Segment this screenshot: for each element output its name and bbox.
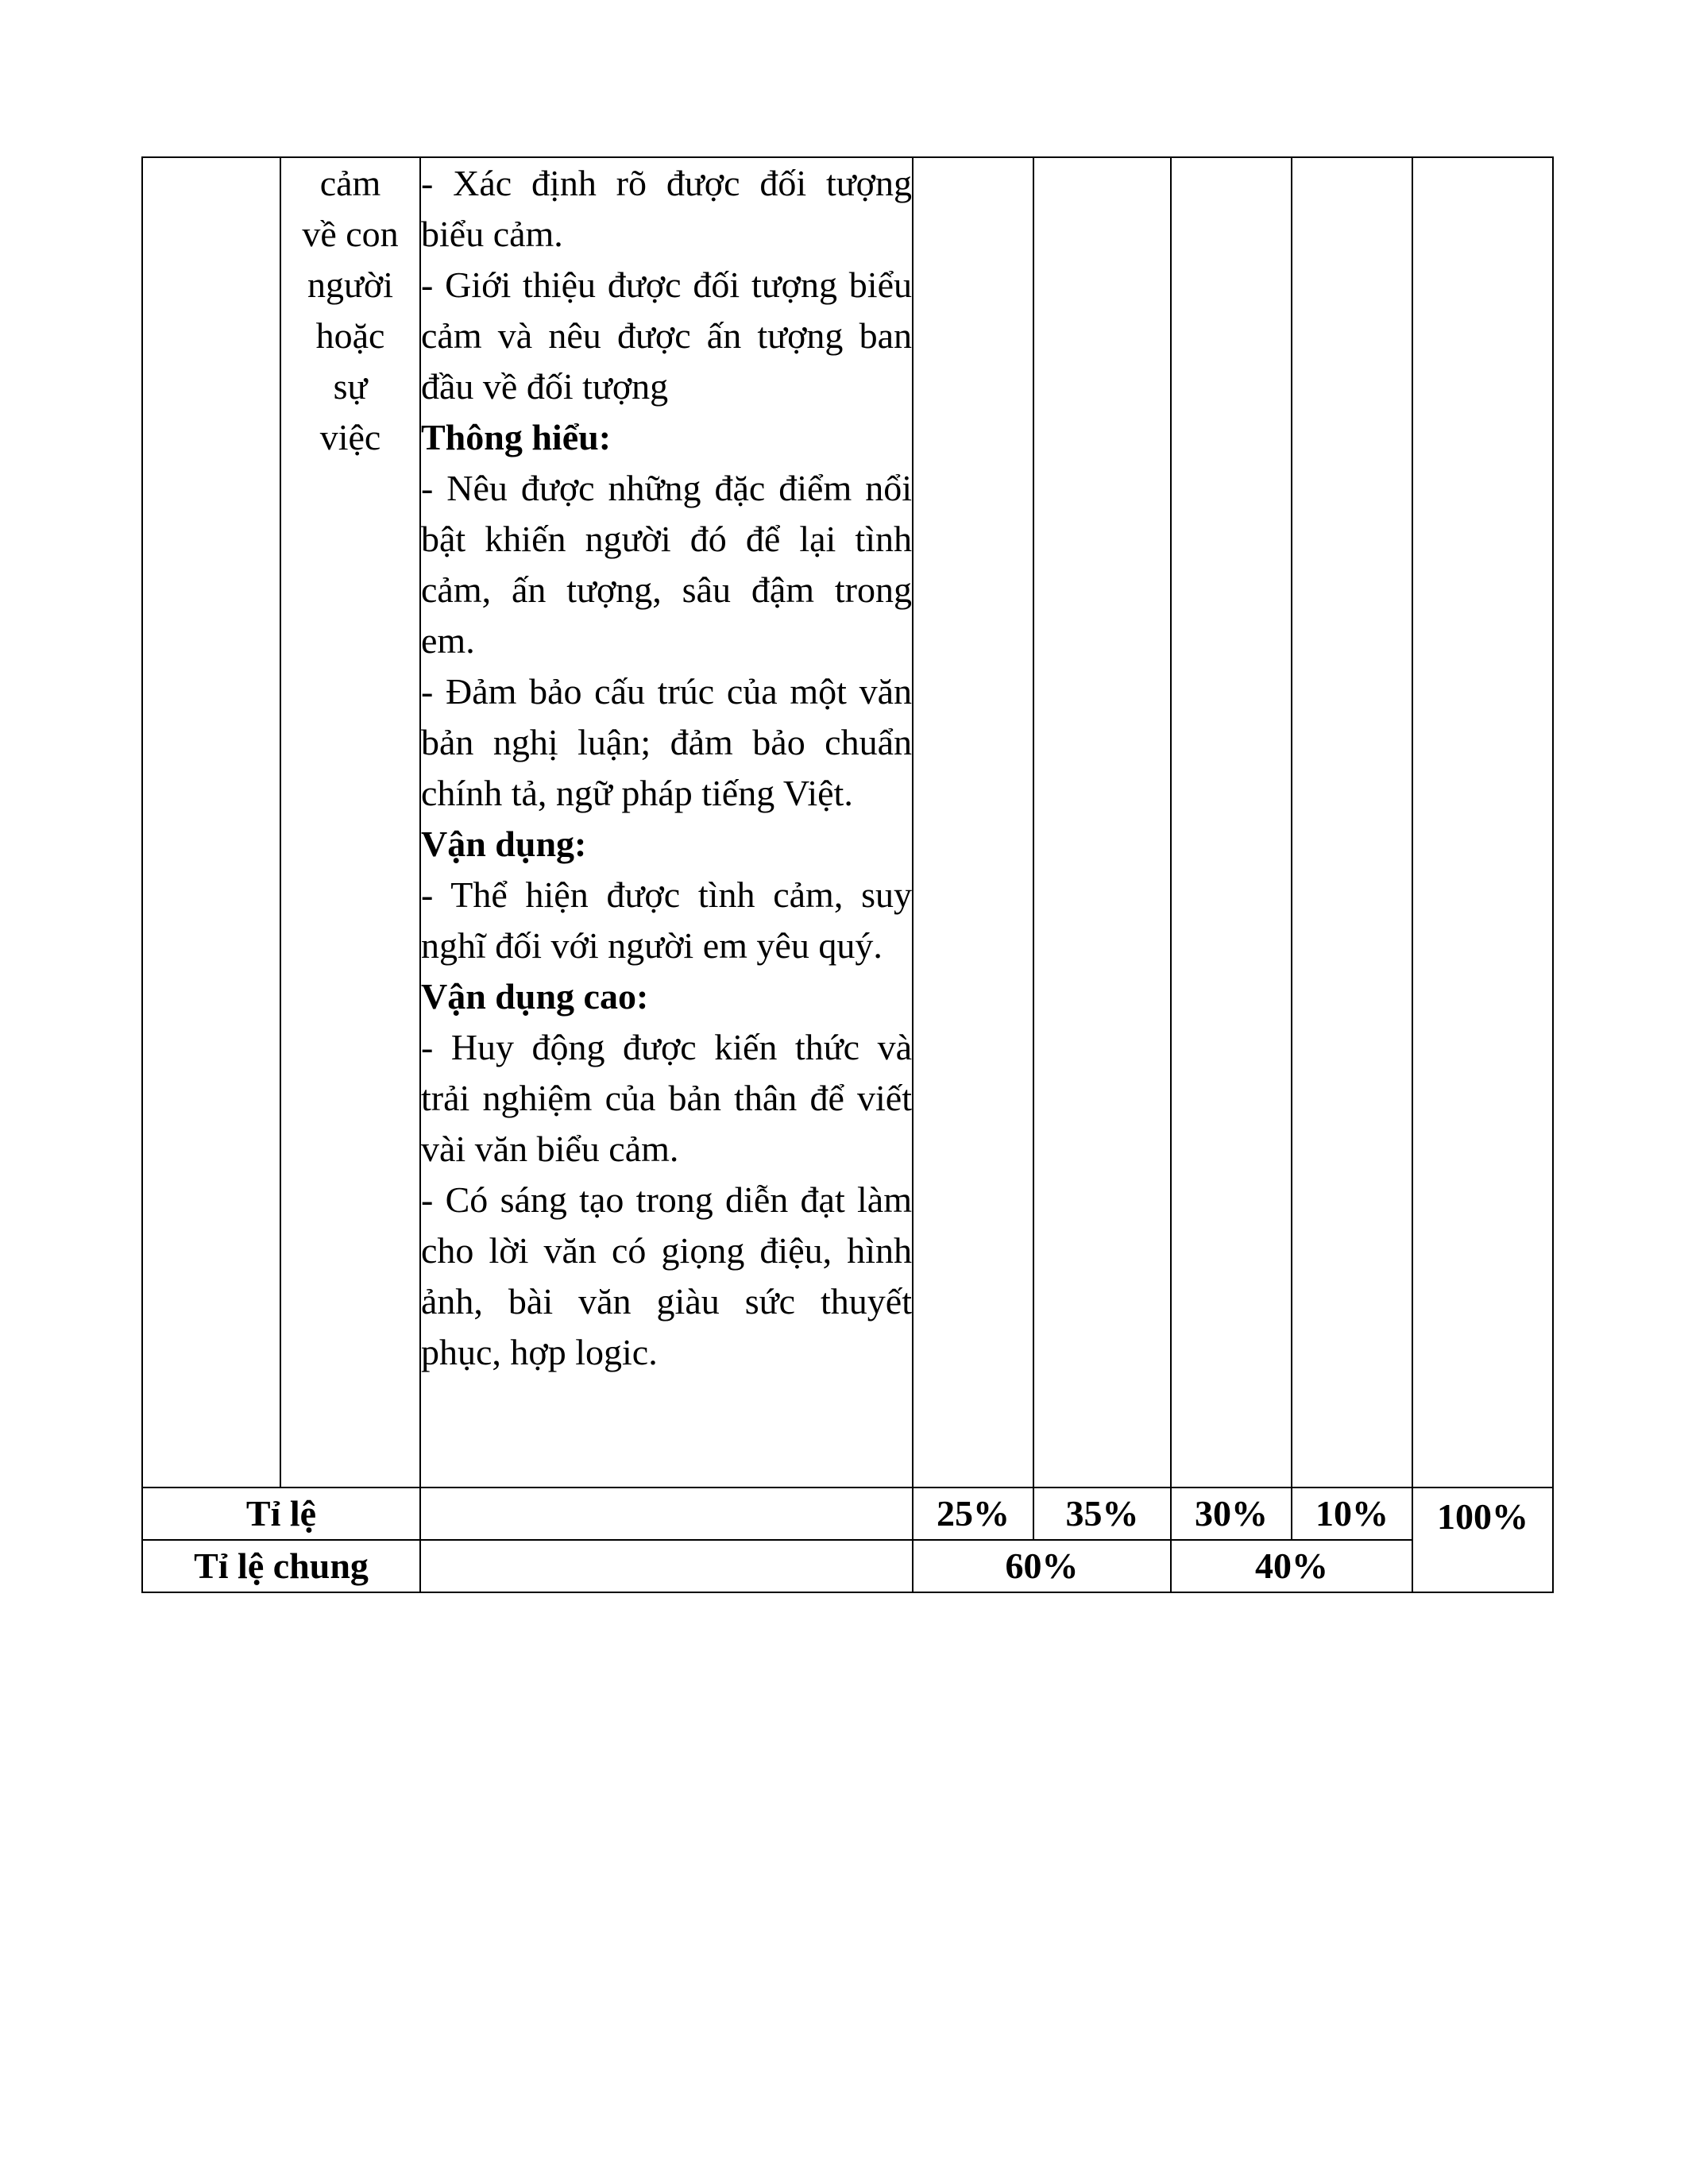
ratio-value: 35% (1033, 1488, 1171, 1540)
level-heading: Vận dụng cao: (421, 976, 649, 1017)
empty-cell (1292, 157, 1412, 1488)
empty-cell (420, 1488, 913, 1540)
ratio-value: 25% (913, 1488, 1033, 1540)
content-row (142, 157, 1553, 1488)
topic-line: sự (333, 366, 368, 407)
common-ratio-label: Tỉ lệ chung (142, 1540, 420, 1592)
ratio-total: 100% (1412, 1488, 1553, 1592)
description-item: - Nêu được những đặc điểm nổi bật khiến người đó để lại tình cảm, ấn tượng, sâu đậm trong em. (421, 468, 912, 661)
description-item: - Đảm bảo cấu trúc của một văn bản nghị luận; đảm bảo chuẩn chính tả, ngữ pháp tiếng Việt. (421, 671, 912, 813)
description-item: - Xác định rõ được đối tượng biểu cảm. (421, 163, 912, 254)
ratio-value: 30% (1171, 1488, 1292, 1540)
level-heading: Thông hiểu: (421, 417, 612, 457)
topic-line: việc (319, 417, 381, 457)
topic-cell (280, 157, 420, 1488)
empty-cell (1412, 157, 1553, 1488)
common-ratio-value: 60% (913, 1540, 1171, 1592)
topic-line: hoặc (315, 315, 385, 356)
description-cell (420, 157, 913, 1488)
empty-cell (1171, 157, 1292, 1488)
level-heading: Vận dụng: (421, 824, 587, 864)
topic-line: người (307, 264, 394, 305)
description-item: - Giới thiệu được đối tượng biểu cảm và nêu được ấn tượng ban đầu về đối tượng (421, 264, 912, 407)
empty-cell (913, 157, 1033, 1488)
description-item: - Có sáng tạo trong diễn đạt làm cho lời văn có giọng điệu, hình ảnh, bài văn giàu sức thuyết phục, hợp logic. (421, 1179, 912, 1372)
empty-cell (1033, 157, 1171, 1488)
common-ratio-row (142, 1540, 1553, 1592)
ratio-value: 10% (1292, 1488, 1412, 1540)
exam-matrix-table (141, 156, 1554, 1593)
topic-line: về con (302, 214, 399, 254)
common-ratio-value: 40% (1171, 1540, 1412, 1592)
empty-cell (142, 157, 280, 1488)
topic-line: cảm (319, 163, 381, 203)
description-item: - Thể hiện được tình cảm, suy nghĩ đối với người em yêu quý. (421, 874, 912, 966)
empty-cell (420, 1540, 913, 1592)
ratio-row (142, 1488, 1553, 1540)
description-item: - Huy động được kiến thức và trải nghiệm của bản thân để viết vài văn biểu cảm. (421, 1027, 912, 1169)
ratio-label: Tỉ lệ (142, 1488, 420, 1540)
